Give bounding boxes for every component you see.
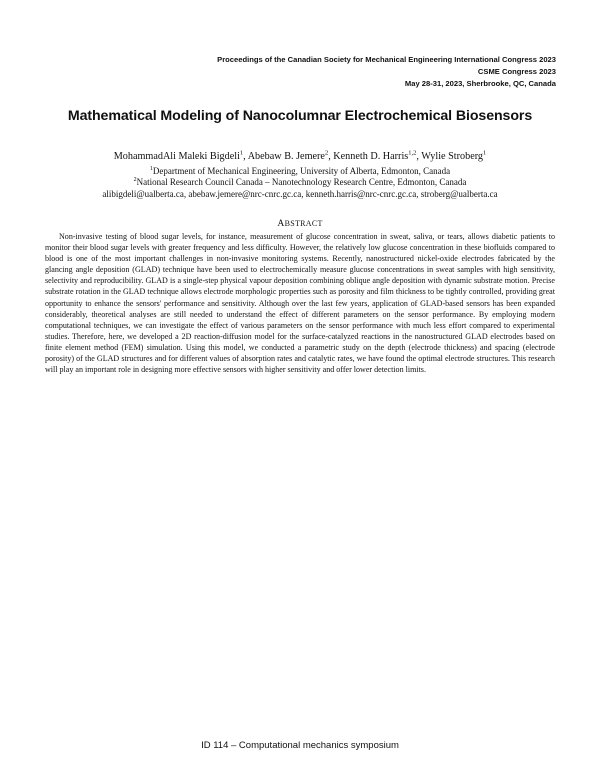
author-name: Wylie Stroberg bbox=[421, 151, 484, 162]
abstract-heading-rest: BSTRACT bbox=[284, 219, 323, 228]
author-name: Abebaw B. Jemere bbox=[247, 151, 325, 162]
abstract-heading bbox=[0, 218, 600, 229]
affiliation-line bbox=[0, 166, 600, 177]
affiliation-line bbox=[0, 177, 600, 188]
author-affiliation-mark: 1 bbox=[239, 149, 244, 157]
affiliations bbox=[0, 166, 600, 200]
page-footer: ID 114 – Computational mechanics symposium bbox=[201, 740, 399, 751]
header-line-congress: CSME Congress 2023 bbox=[477, 67, 556, 76]
author-separator: , bbox=[243, 151, 248, 162]
author-name: MohammadAli Maleki Bigdeli bbox=[113, 151, 240, 162]
header-line-conference: Proceedings of the Canadian Society for Mechanical Engineering International Congress 2023 bbox=[217, 55, 556, 64]
author-affiliation-mark: 1 bbox=[483, 149, 487, 157]
author-affiliation-mark: 1,2 bbox=[408, 149, 417, 157]
author-name: Kenneth D. Harris bbox=[333, 151, 409, 162]
affiliation-number: 2 bbox=[133, 177, 137, 184]
proceedings-header bbox=[136, 54, 556, 90]
abstract-heading-initial: A bbox=[277, 218, 285, 229]
affiliation-text: Department of Mechanical Engineering, University of Alberta, Edmonton, Canada bbox=[152, 166, 451, 176]
affiliation-text: National Research Council Canada – Nanotechnology Research Centre, Edmonton, Canada bbox=[136, 177, 467, 188]
author-list bbox=[0, 150, 600, 163]
paper-title: Mathematical Modeling of Nanocolumnar Electrochemical Biosensors bbox=[67, 108, 533, 124]
abstract-body: Non-invasive testing of blood sugar levels, for instance, measurement of glucose concentration in sweat, saliva, or tears, allows diabetic patients to monitor their blood sugar levels with greater frequency and less difficulty. However, the relatively low glucose concentration in these biofluids compared to blood is one of the most important challenges in non-invasive monitoring systems. Recently, nanostructured nickel-oxide electrodes fabricated by the glancing angle deposition (GLAD) technique have been used to electrochemically measure glucose concentrations in sweat samples with high sensitivity, selectivity and reproducibility. GLAD is a single-step physical vapour deposition combining oblique angle deposition with dynamic substrate motion. Precise substrate rotation in the GLAD technique allows electrode morphologic properties such as porosity and film thickness to be tightly controlled, providing great opportunity to enhance the sensors' performance and sensitivity. Although over the last few years, application of GLAD-based sensors has been expanded considerably, theoretical analyses are still needed to understand the effect of different parameters on the sensor performance. By employing modern computational techniques, we can investigate the effect of various parameters on the sensor performance with much less effort compared to experimental studies. Therefore, here, we developed a 2D reaction-diffusion model for the surface-catalyzed reactions in the nanostructured GLAD electrodes based on finite element method (FEM) simulation. Using this model, we conducted a parametric study on the depth (electrode thickness) and spacing (electrode porosity) of the GLAD structures and for different values of absorption rates and catalytic rates, we have found the optimal electrode structures. This research will play an important role in designing more effective sensors with higher sensitivity and offer lower detection limits. bbox=[45, 232, 555, 375]
header-line-date-location: May 28-31, 2023, Sherbrooke, QC, Canada bbox=[404, 79, 556, 88]
author-separator: , bbox=[328, 151, 334, 162]
author-affiliation-mark: 2 bbox=[324, 149, 329, 157]
affiliation-number: 1 bbox=[149, 166, 153, 172]
author-separator: , bbox=[416, 151, 422, 162]
author-emails: alibigdeli@ualberta.ca, abebaw.jemere@nrc-cnrc.gc.ca, kenneth.harris@nrc-cnrc.gc.ca, stroberg@ualberta.ca bbox=[102, 188, 498, 199]
